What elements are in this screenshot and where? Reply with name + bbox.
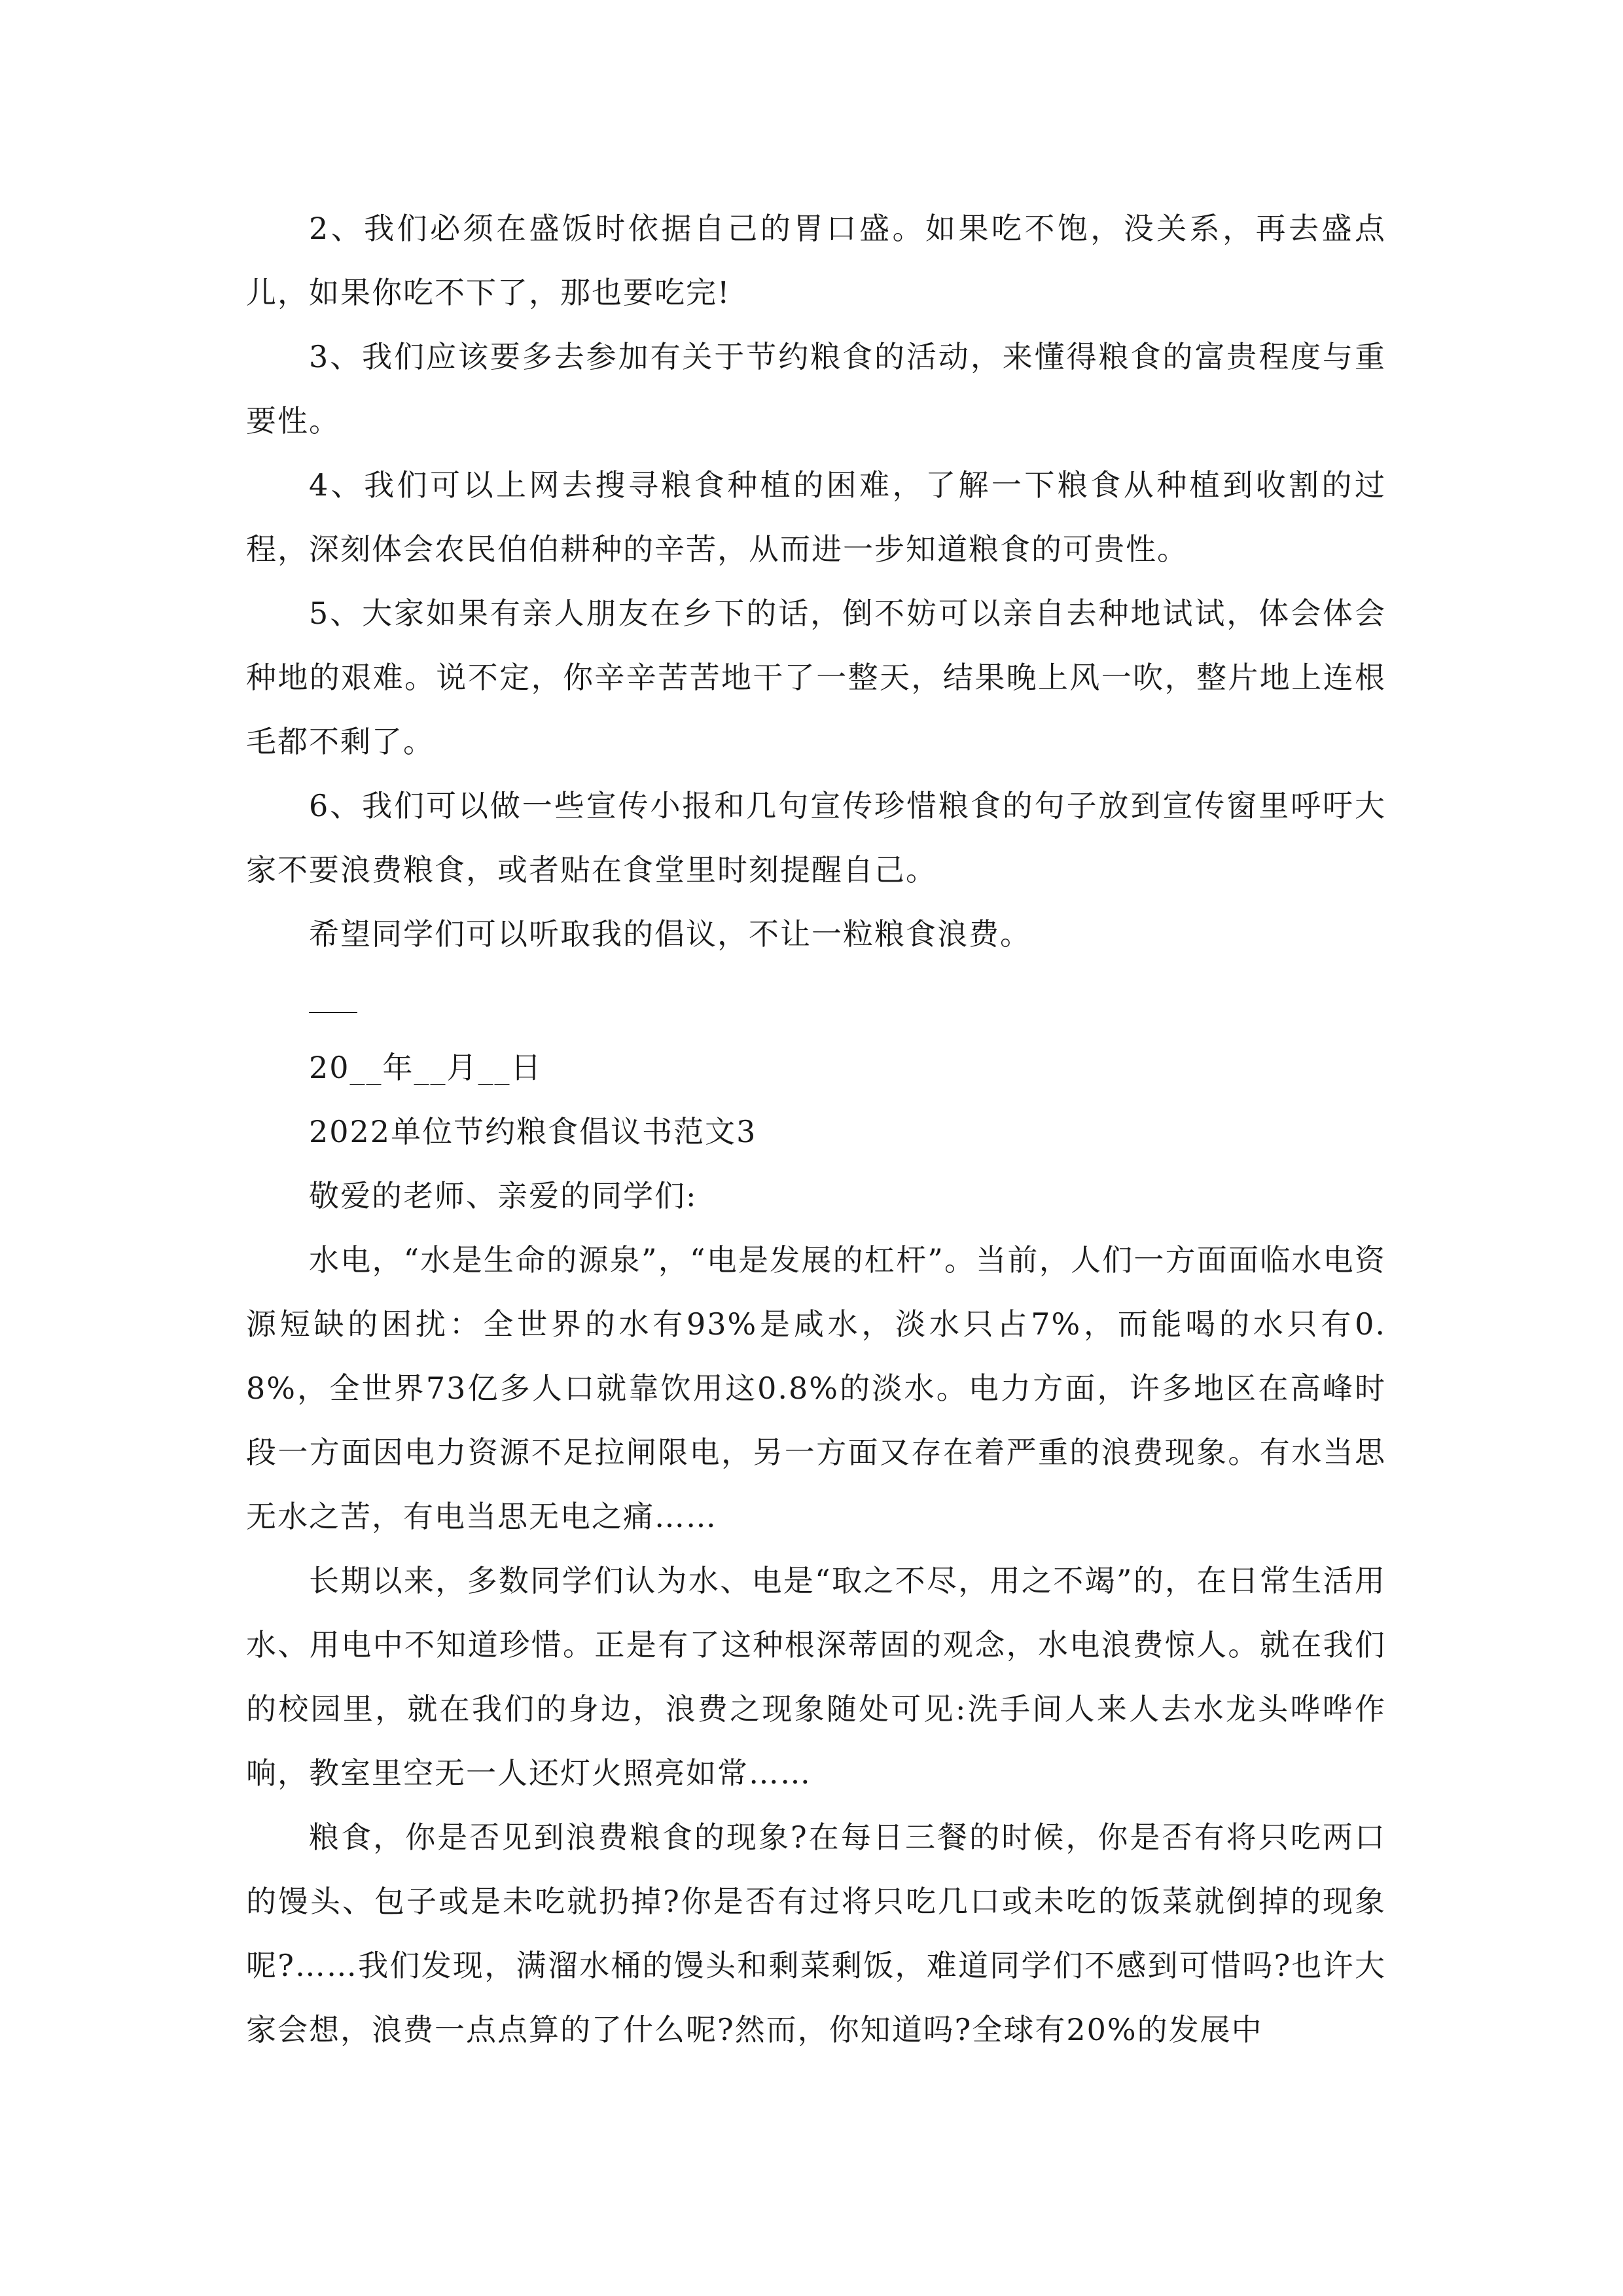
paragraph-water-electricity: 水电，“水是生命的源泉”，“电是发展的杠杆”。当前，人们一方面面临水电资源短缺的困扰：全世界的水有93%是咸水，淡水只占7%，而能喝的水只有0.8%，全世界73亿多人口就靠饮用这0.8%的淡水。电力方面，许多地区在高峰时段一方面因电力资源不足拉闸限电，另一方面又存在着严重的浪费现象。有水当思无水之苦，有电当思无电之痛……	[246, 1242, 1386, 1534]
signature-rule	[309, 1012, 357, 1013]
document-body	[246, 196, 1386, 2062]
paragraph-long-term: 长期以来，多数同学们认为水、电是“取之不尽，用之不竭”的，在日常生活用水、用电中不知道珍惜。正是有了这种根深蒂固的观念，水电浪费惊人。就在我们的校园里，就在我们的身边，浪费之现象随处可见:洗手间人来人去水龙头哗哗作响，教室里空无一人还灯火照亮如常……	[246, 1563, 1386, 1791]
salutation: 敬爱的老师、亲爱的同学们:	[309, 1178, 698, 1213]
paragraph-item-2: 2、我们必须在盛饭时依据自己的胃口盛。如果吃不饱，没关系，再去盛点儿，如果你吃不下了，那也要吃完!	[246, 211, 1386, 310]
date-line: 20__年__月__日	[309, 1050, 543, 1085]
section-title: 2022单位节约粮食倡议书范文3	[309, 1114, 757, 1149]
paragraph-item-4: 4、我们可以上网去搜寻粮食种植的困难，了解一下粮食从种植到收割的过程，深刻体会农民伯伯耕种的辛苦，从而进一步知道粮食的可贵性。	[246, 467, 1386, 567]
signature-line	[246, 971, 1386, 1035]
paragraph-item-3: 3、我们应该要多去参加有关于节约粮食的活动，来懂得粮食的富贵程度与重要性。	[246, 339, 1386, 439]
paragraph-item-5: 5、大家如果有亲人朋友在乡下的话，倒不妨可以亲自去种地试试，体会体会种地的艰难。说不定，你辛辛苦苦地干了一整天，结果晚上风一吹，整片地上连根毛都不剩了。	[246, 596, 1386, 759]
paragraph-food: 粮食，你是否见到浪费粮食的现象?在每日三餐的时候，你是否有将只吃两口的馒头、包子或是未吃就扔掉?你是否有过将只吃几口或未吃的饭菜就倒掉的现象呢?……我们发现，满溜水桶的馒头和剩菜剩饭，难道同学们不感到可惜吗?也许大家会想，浪费一点点算的了什么呢?然而，你知道吗?全球有20%的发展中	[246, 1820, 1386, 2047]
closing-paragraph: 希望同学们可以听取我的倡议，不让一粒粮食浪费。	[309, 916, 1031, 952]
paragraph-item-6: 6、我们可以做一些宣传小报和几句宣传珍惜粮食的句子放到宣传窗里呼吁大家不要浪费粮食，或者贴在食堂里时刻提醒自己。	[246, 788, 1386, 888]
